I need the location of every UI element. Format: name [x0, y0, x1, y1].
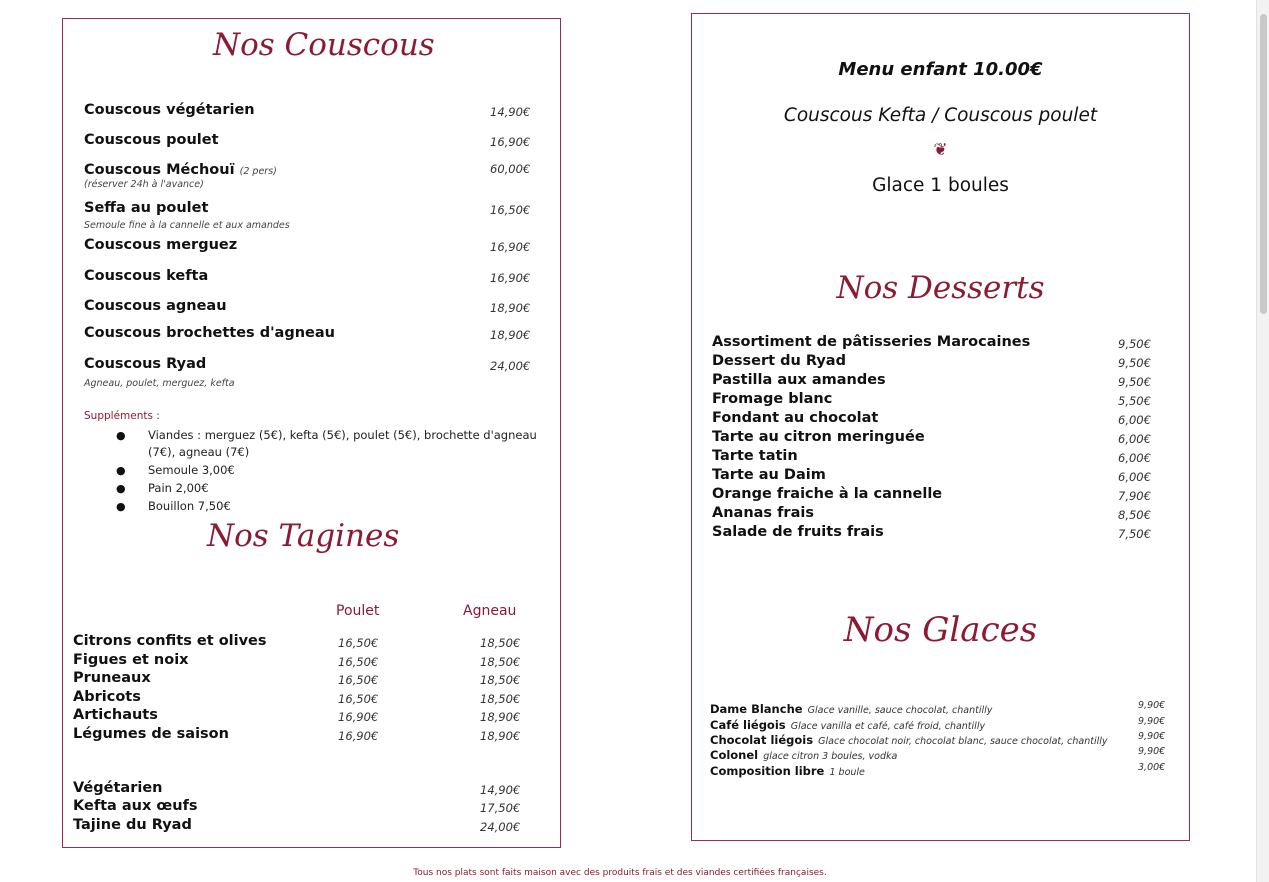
- couscous-item-name: Couscous Ryad: [84, 356, 207, 372]
- supplement-line: Bouillon 7,50€: [148, 499, 231, 513]
- glace-item-price: 9,90€: [1138, 716, 1166, 727]
- footer-note: Tous nos plats sont faits maison avec des produits frais et des viandes certifiées françaises.: [413, 868, 827, 878]
- tagine-row-name: Citrons confits et olives: [73, 633, 267, 649]
- couscous-item-price: 16,90€: [490, 271, 531, 285]
- ornament-icon: ❦: [933, 140, 948, 160]
- glace-item-name: Café liégois: [710, 718, 786, 732]
- couscous-item-price: 16,50€: [490, 203, 531, 217]
- couscous-item-name: Couscous Méchouï: [84, 162, 235, 178]
- dessert-item-name: Dessert du Ryad: [712, 353, 846, 369]
- bullet-icon: ●: [116, 482, 126, 495]
- couscous-item-price: 16,90€: [490, 135, 531, 149]
- tagine-extra-price: 14,90€: [480, 783, 521, 797]
- dessert-item-price: 7,90€: [1118, 489, 1151, 503]
- dessert-item-price: 9,50€: [1118, 337, 1151, 351]
- tagine-row-name: Abricots: [73, 689, 141, 705]
- tagine-price-poulet: 16,50€: [338, 692, 379, 706]
- dessert-item-name: Tarte au citron meringuée: [712, 429, 925, 445]
- dessert-item-name: Pastilla aux amandes: [712, 372, 886, 388]
- bullet-icon: ●: [116, 429, 126, 442]
- dessert-item-price: 8,50€: [1118, 508, 1151, 522]
- couscous-item-name: Couscous merguez: [84, 237, 238, 253]
- dessert-item-price: 9,50€: [1118, 356, 1151, 370]
- dessert-item-name: Orange fraiche à la cannelle: [712, 486, 943, 502]
- glace-row: [710, 760, 865, 779]
- couscous-item-name: Seffa au poulet: [84, 200, 209, 216]
- couscous-item-sub: Semoule fine à la cannelle et aux amandes: [84, 220, 290, 231]
- tagine-price-agneau: 18,90€: [480, 729, 521, 743]
- supplement-line: Semoule 3,00€: [148, 463, 235, 477]
- glace-item-desc: glace citron 3 boules, vodka: [763, 751, 898, 762]
- tagine-row-name: Légumes de saison: [73, 726, 229, 742]
- couscous-item-price: 60,00€: [490, 162, 531, 176]
- tagines-title: Nos Tagines: [207, 518, 400, 554]
- couscous-item-name: Couscous végétarien: [84, 102, 255, 118]
- couscous-item-name: Couscous brochettes d'agneau: [84, 325, 335, 341]
- tagine-extra-name: Tajine du Ryad: [73, 817, 192, 833]
- menu-enfant-dessert: Glace 1 boules: [872, 175, 1009, 196]
- glace-item-price: 3,00€: [1138, 762, 1166, 773]
- tagine-extra-name: Kefta aux œufs: [73, 798, 198, 814]
- glace-item-desc: Glace chocolat noir, chocolat blanc, sauce chocolat, chantilly: [818, 736, 1108, 747]
- supplement-line: Pain 2,00€: [148, 481, 209, 495]
- tagines-col-poulet: Poulet: [336, 603, 380, 619]
- bullet-icon: ●: [116, 500, 126, 513]
- tagine-price-poulet: 16,90€: [338, 729, 379, 743]
- glace-item-name: Composition libre: [710, 764, 825, 778]
- dessert-item-price: 6,00€: [1118, 413, 1151, 427]
- tagine-extra-price: 24,00€: [480, 820, 521, 834]
- menu-enfant-line: Couscous Kefta / Couscous poulet: [783, 105, 1098, 126]
- tagine-extra-name: Végétarien: [73, 780, 163, 796]
- glace-item-name: Colonel: [710, 748, 759, 762]
- couscous-item-price: 18,90€: [490, 301, 531, 315]
- tagine-price-agneau: 18,50€: [480, 636, 521, 650]
- dessert-item-price: 5,50€: [1118, 394, 1151, 408]
- tagine-price-agneau: 18,90€: [480, 710, 521, 724]
- bullet-icon: ●: [116, 464, 126, 477]
- glace-item-desc: 1 boule: [829, 767, 865, 778]
- tagine-price-poulet: 16,50€: [338, 636, 379, 650]
- tagine-row-name: Figues et noix: [73, 652, 189, 668]
- couscous-item-row: [84, 159, 277, 178]
- glaces-title: Nos Glaces: [843, 610, 1038, 650]
- desserts-title: Nos Desserts: [836, 270, 1045, 306]
- glace-item-price: 9,90€: [1138, 746, 1166, 757]
- supplement-line: (7€), agneau (7€): [148, 445, 250, 459]
- dessert-item-price: 6,00€: [1118, 451, 1151, 465]
- couscous-item-name: Couscous agneau: [84, 298, 227, 314]
- tagine-price-agneau: 18,50€: [480, 692, 521, 706]
- couscous-item-price: 24,00€: [490, 359, 531, 373]
- supplements-title: Suppléments :: [84, 410, 160, 422]
- menu-page-right: [691, 13, 1190, 841]
- tagine-row-name: Pruneaux: [73, 670, 151, 686]
- tagine-price-poulet: 16,50€: [338, 673, 379, 687]
- couscous-item-name: Couscous poulet: [84, 132, 219, 148]
- supplement-line: Viandes : merguez (5€), kefta (5€), poulet (5€), brochette d'agneau: [148, 428, 537, 442]
- dessert-item-name: Salade de fruits frais: [712, 524, 884, 540]
- couscous-title: Nos Couscous: [213, 27, 435, 63]
- dessert-item-name: Ananas frais: [712, 505, 814, 521]
- couscous-item-name: Couscous kefta: [84, 268, 209, 284]
- couscous-item-note: (2 pers): [239, 166, 277, 177]
- tagine-price-poulet: 16,50€: [338, 655, 379, 669]
- dessert-item-price: 7,50€: [1118, 527, 1151, 541]
- dessert-item-name: Tarte au Daim: [712, 467, 826, 483]
- glace-item-price: 9,90€: [1138, 731, 1166, 742]
- tagine-extra-price: 17,50€: [480, 801, 521, 815]
- glace-item-name: Chocolat liégois: [710, 733, 814, 747]
- menu-page-left: [62, 18, 561, 848]
- tagine-price-agneau: 18,50€: [480, 655, 521, 669]
- glace-item-desc: Glace vanilla et café, café froid, chantilly: [790, 721, 986, 732]
- couscous-item-sub: (réserver 24h à l'avance): [84, 179, 204, 190]
- couscous-item-price: 14,90€: [490, 105, 531, 119]
- tagines-col-agneau: Agneau: [463, 603, 517, 619]
- couscous-item-price: 18,90€: [490, 328, 531, 342]
- couscous-item-sub: Agneau, poulet, merguez, kefta: [84, 378, 235, 389]
- dessert-item-name: Fondant au chocolat: [712, 410, 879, 426]
- glace-item-name: Dame Blanche: [710, 702, 803, 716]
- dessert-item-name: Fromage blanc: [712, 391, 833, 407]
- tagine-row-name: Artichauts: [73, 707, 158, 723]
- couscous-item-price: 16,90€: [490, 240, 531, 254]
- dessert-item-price: 9,50€: [1118, 375, 1151, 389]
- tagine-price-agneau: 18,50€: [480, 673, 521, 687]
- dessert-item-price: 6,00€: [1118, 470, 1151, 484]
- glace-item-desc: Glace vanille, sauce chocolat, chantilly: [807, 705, 993, 716]
- dessert-item-name: Assortiment de pâtisseries Marocaines: [712, 334, 1031, 350]
- menu-enfant-title: Menu enfant 10.00€: [838, 59, 1043, 80]
- dessert-item-price: 6,00€: [1118, 432, 1151, 446]
- dessert-item-name: Tarte tatin: [712, 448, 798, 464]
- tagine-price-poulet: 16,90€: [338, 710, 379, 724]
- glace-item-price: 9,90€: [1138, 700, 1166, 711]
- scrollbar-thumb[interactable]: [1260, 14, 1267, 314]
- vertical-scrollbar[interactable]: [1256, 0, 1269, 882]
